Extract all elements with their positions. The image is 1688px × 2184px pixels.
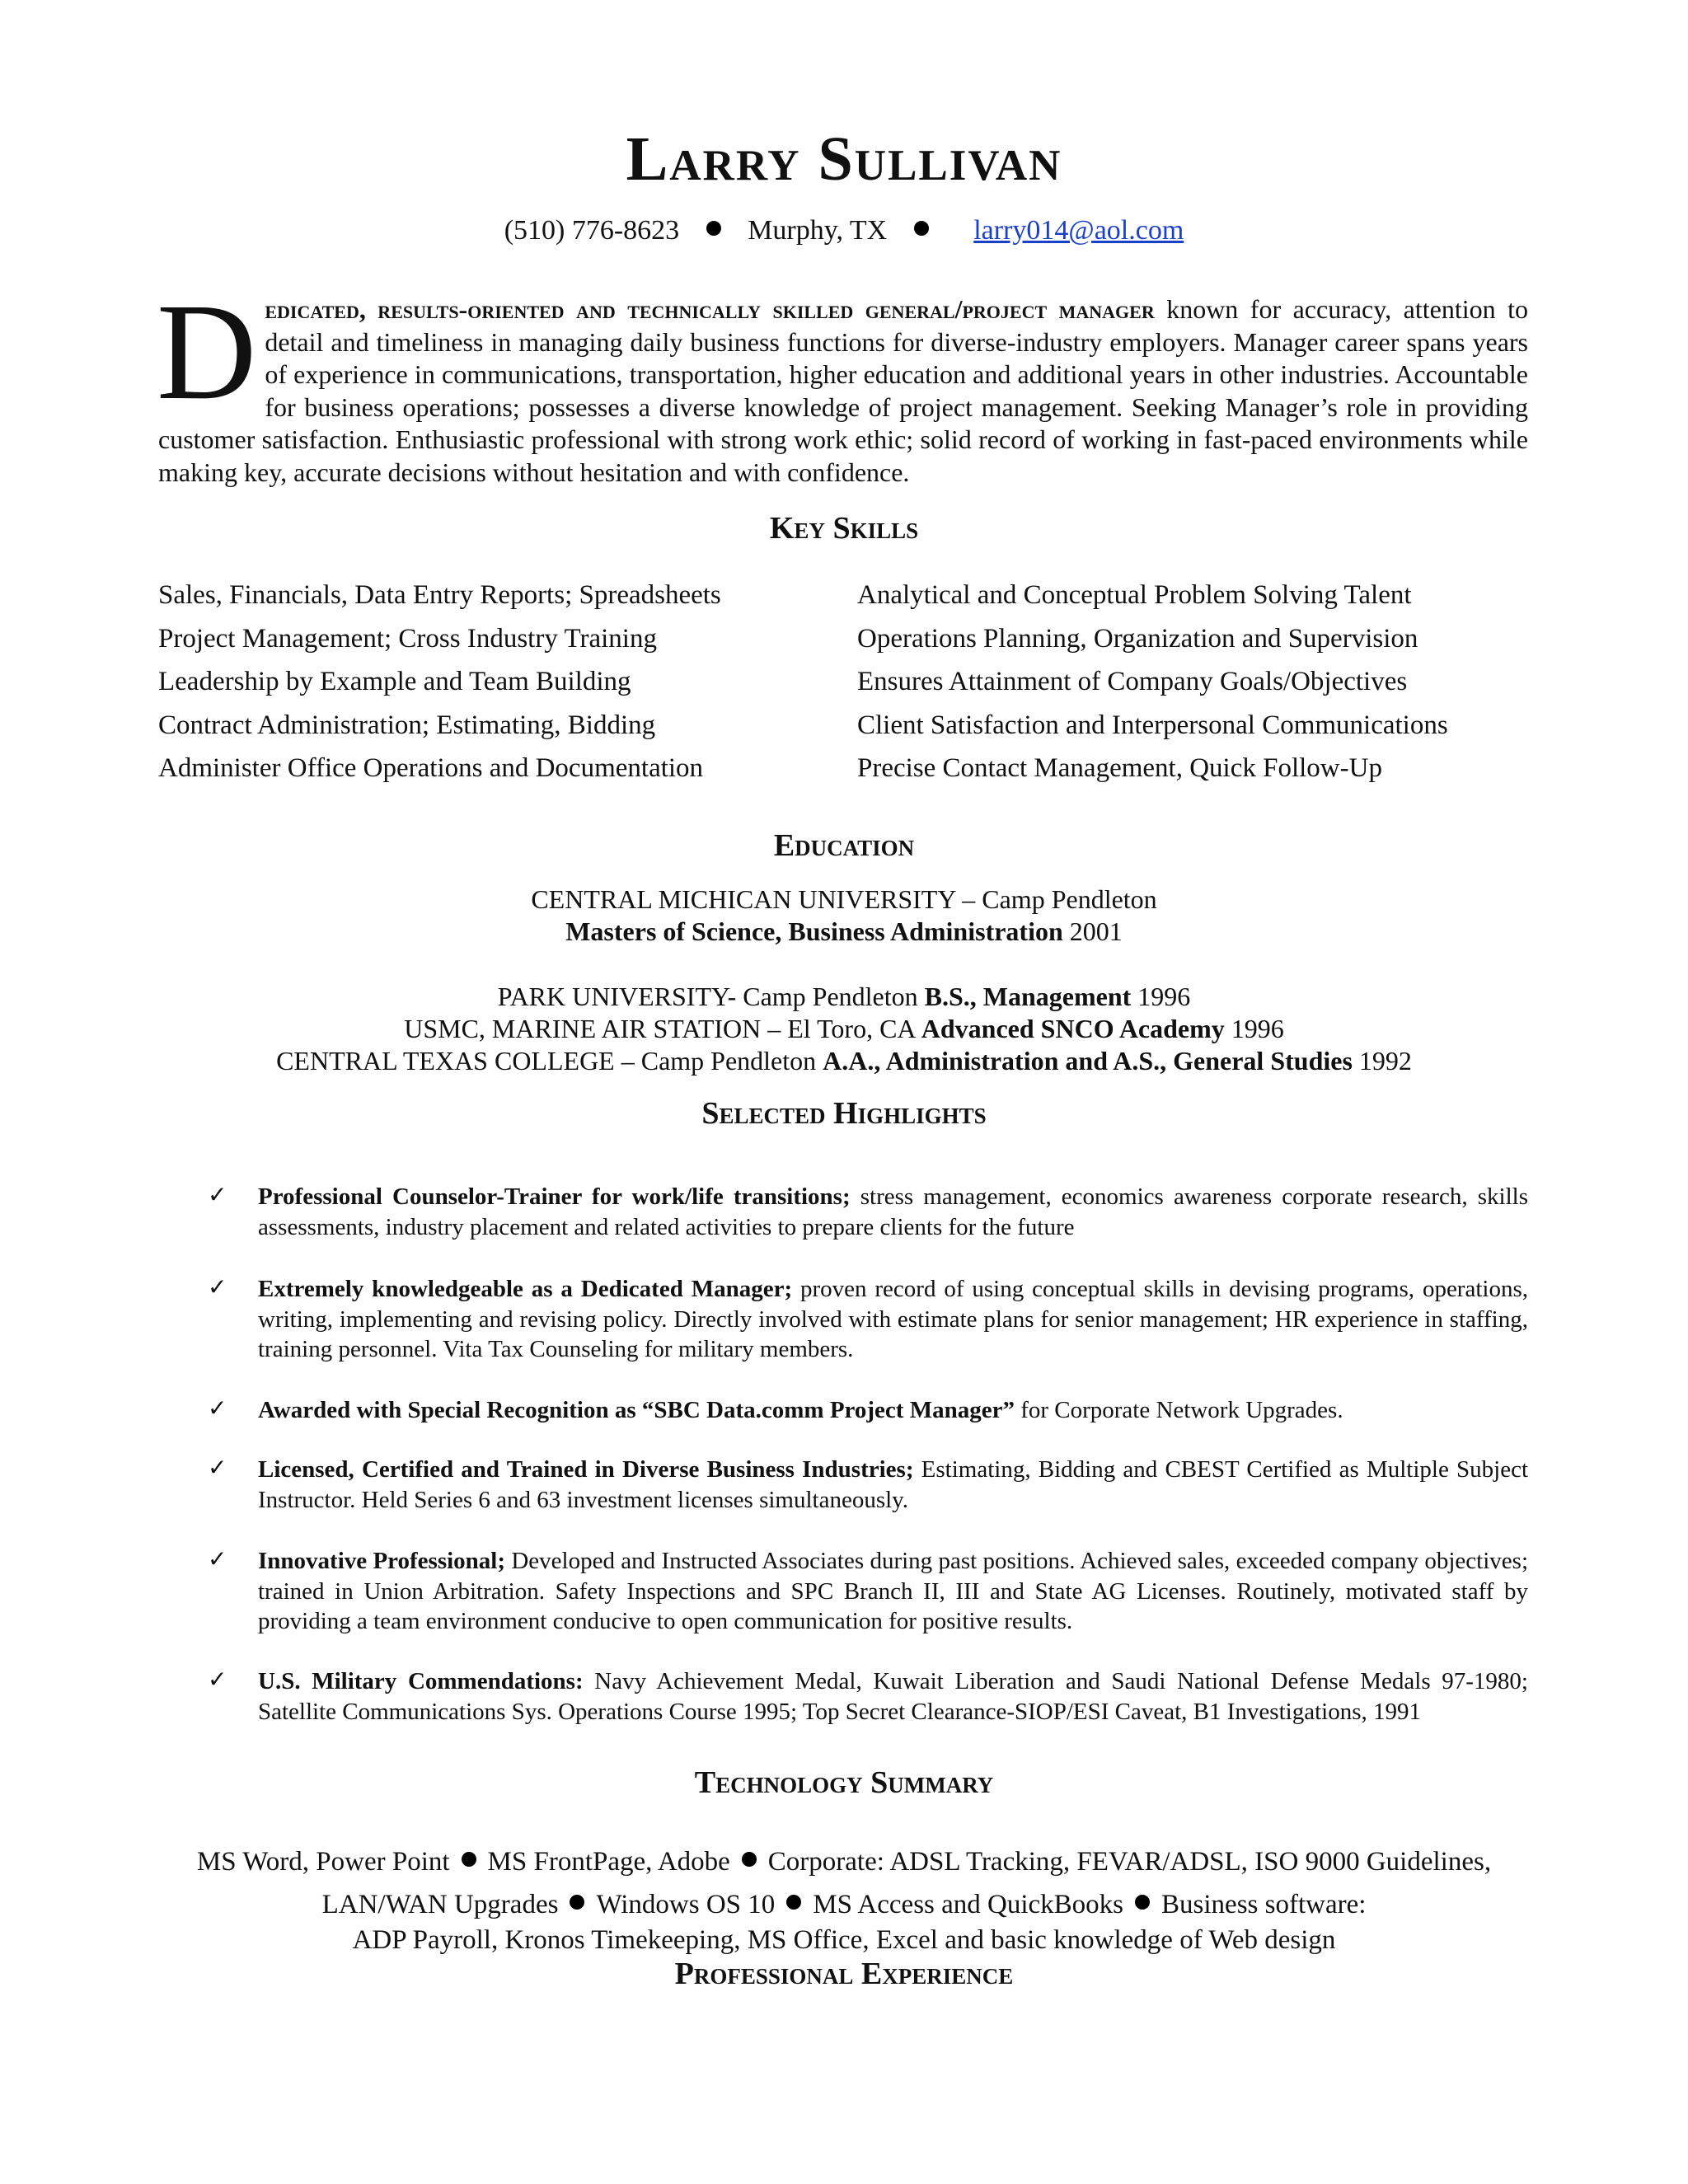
highlight-label: Licensed, Certified and Trained in Diverse Business Industries; bbox=[258, 1456, 914, 1483]
technology-item: MS Word, Power Point bbox=[196, 1847, 450, 1877]
skill-item: Ensures Attainment of Company Goals/Objectives bbox=[857, 667, 1408, 696]
education-heading: Education bbox=[773, 828, 915, 863]
highlight-text: proven record of using conceptual skills in devising programs, operations, writing, implementing and revising policy. Directly involved with estimate plans for senior management; HR experience in staffing, training personnel. Vita Tax Counseling for military members. bbox=[258, 1276, 1528, 1362]
candidate-name: Larry Sullivan bbox=[626, 124, 1062, 194]
skill-item: Sales, Financials, Data Entry Reports; Spreadsheets bbox=[158, 580, 721, 610]
bullet-icon bbox=[462, 1852, 476, 1867]
highlight-item bbox=[208, 1455, 1528, 1515]
technology-heading: Technology Summary bbox=[694, 1765, 994, 1800]
education-degree: B.S., Management bbox=[924, 982, 1132, 1011]
checkmark-icon: ✓ bbox=[208, 1666, 227, 1693]
education-degree: Masters of Science, Business Administration bbox=[565, 916, 1063, 946]
experience-heading: Professional Experience bbox=[674, 1957, 1014, 1991]
location: Murphy, TX bbox=[748, 215, 888, 246]
skill-item: Administer Office Operations and Documentation bbox=[158, 753, 704, 783]
email-link[interactable]: larry014@aol.com bbox=[973, 215, 1184, 246]
skill-item: Leadership by Example and Team Building bbox=[158, 667, 631, 696]
highlight-item bbox=[208, 1395, 1528, 1426]
education-school: CENTRAL TEXAS COLLEGE – Camp Pendleton bbox=[276, 1046, 817, 1076]
drop-cap: D bbox=[157, 275, 257, 429]
bullet-icon bbox=[570, 1895, 584, 1910]
technology-item: LAN/WAN Upgrades bbox=[321, 1890, 559, 1919]
checkmark-icon: ✓ bbox=[208, 1273, 227, 1301]
education-degree: Advanced SNCO Academy bbox=[921, 1014, 1225, 1043]
skills-list-left bbox=[158, 574, 834, 790]
education-year: 2001 bbox=[1069, 916, 1123, 946]
education-entry bbox=[158, 1045, 1530, 1077]
phone-number: (510) 776-8623 bbox=[504, 215, 680, 246]
education-school: PARK UNIVERSITY- Camp Pendleton bbox=[497, 982, 918, 1011]
highlight-item bbox=[208, 1546, 1528, 1637]
bullet-icon bbox=[786, 1895, 801, 1910]
highlight-label: U.S. Military Commendations: bbox=[258, 1668, 584, 1694]
skills-list-right bbox=[857, 574, 1533, 790]
education-entry bbox=[158, 981, 1530, 1013]
education-year: 1992 bbox=[1358, 1046, 1412, 1076]
education-year: 1996 bbox=[1231, 1014, 1284, 1043]
bullet-icon bbox=[914, 221, 929, 236]
profile-summary bbox=[157, 275, 1529, 489]
education-year: 1996 bbox=[1137, 982, 1191, 1011]
highlight-text: Estimating, Bidding and CBEST Certified as Multiple Subject Instructor. Held Series 6 and 63 investment licenses simultaneously. bbox=[258, 1456, 1528, 1513]
skill-item: Precise Contact Management, Quick Follow-Up bbox=[857, 753, 1382, 783]
highlight-item bbox=[208, 1274, 1528, 1365]
checkmark-icon: ✓ bbox=[208, 1454, 227, 1481]
skill-item: Operations Planning, Organization and Supervision bbox=[857, 623, 1418, 654]
highlight-text: Developed and Instructed Associates during past positions. Achieved sales, exceeded company objectives; trained in Union Arbitration. Safety Inspections and SPC Branch II, III and State AG Licenses. Routinely, motivated staff by providing a team environment conducive to open communication for positive results. bbox=[258, 1548, 1528, 1634]
skill-item: Client Satisfaction and Interpersonal Communications bbox=[857, 710, 1448, 740]
highlight-label: Extremely knowledgeable as a Dedicated Manager; bbox=[258, 1276, 793, 1302]
summary-lead: edicated, results-oriented and technically skilled general/project manager bbox=[265, 294, 1155, 324]
highlight-label: Innovative Professional; bbox=[258, 1548, 506, 1574]
education-degree: A.A., Administration and A.S., General Studies bbox=[823, 1046, 1353, 1076]
bullet-icon bbox=[706, 221, 721, 236]
technology-item: ADP Payroll, Kronos Timekeeping, MS Office, Excel and basic knowledge of Web design bbox=[352, 1925, 1336, 1955]
technology-item: MS FrontPage, Adobe bbox=[487, 1847, 730, 1877]
education-school: USMC, MARINE AIR STATION – El Toro, CA bbox=[404, 1014, 915, 1043]
skill-item: Contract Administration; Estimating, Bidding bbox=[158, 710, 656, 740]
highlight-item bbox=[208, 1666, 1528, 1727]
highlight-item bbox=[208, 1182, 1528, 1242]
technology-item: Corporate: ADSL Tracking, FEVAR/ADSL, ISO 9000 Guidelines, bbox=[767, 1847, 1492, 1877]
summary-body: known for accuracy, attention to detail and timeliness in managing daily business functions for diverse-industry employers. Manager career spans years of experience in communications, transportation, higher education and additional years in other industries. Accountable for business operations; possesses a diverse knowledge of project management. Seeking Manager’s role in providing customer satisfaction. Enthusiastic professional with strong work ethic; solid record of working in fast-paced environments while making key, accurate decisions without hesitation and with confidence. bbox=[158, 294, 1529, 487]
highlight-text: for Corporate Network Upgrades. bbox=[1014, 1397, 1343, 1423]
bullet-icon bbox=[742, 1852, 757, 1867]
skill-item: Analytical and Conceptual Problem Solving Talent bbox=[857, 580, 1412, 610]
bullet-icon bbox=[1135, 1895, 1150, 1910]
checkmark-icon: ✓ bbox=[208, 1181, 227, 1208]
technology-line bbox=[158, 1841, 1530, 1882]
technology-item: Windows OS 10 bbox=[596, 1890, 776, 1919]
technology-item: MS Access and QuickBooks bbox=[813, 1890, 1124, 1919]
key-skills-heading: Key Skills bbox=[769, 511, 919, 546]
skill-item: Project Management; Cross Industry Training bbox=[158, 623, 657, 654]
contact-line bbox=[158, 213, 1530, 249]
highlight-text: stress management, economics awareness corporate research, skills assessments, industry placement and related activities to prepare clients for the future bbox=[258, 1183, 1528, 1240]
highlight-label: Awarded with Special Recognition as “SBC Data.comm Project Manager” bbox=[258, 1397, 1015, 1423]
education-school: CENTRAL MICHICAN UNIVERSITY – Camp Pendleton bbox=[531, 884, 1157, 914]
highlight-text: Navy Achievement Medal, Kuwait Liberation and Saudi National Defense Medals 97-1980; Satellite Communications Sys. Operations Course 1995; Top Secret Clearance-SIOP/ESI Caveat, B1 Investigations, 1991 bbox=[258, 1668, 1528, 1725]
education-entry bbox=[158, 1013, 1530, 1045]
education-entry bbox=[158, 916, 1530, 948]
technology-item: Business software: bbox=[1161, 1890, 1367, 1919]
checkmark-icon: ✓ bbox=[208, 1394, 227, 1422]
highlight-label: Professional Counselor-Trainer for work/life transitions; bbox=[258, 1183, 851, 1210]
checkmark-icon: ✓ bbox=[208, 1545, 227, 1572]
highlights-heading: Selected Highlights bbox=[701, 1096, 987, 1131]
